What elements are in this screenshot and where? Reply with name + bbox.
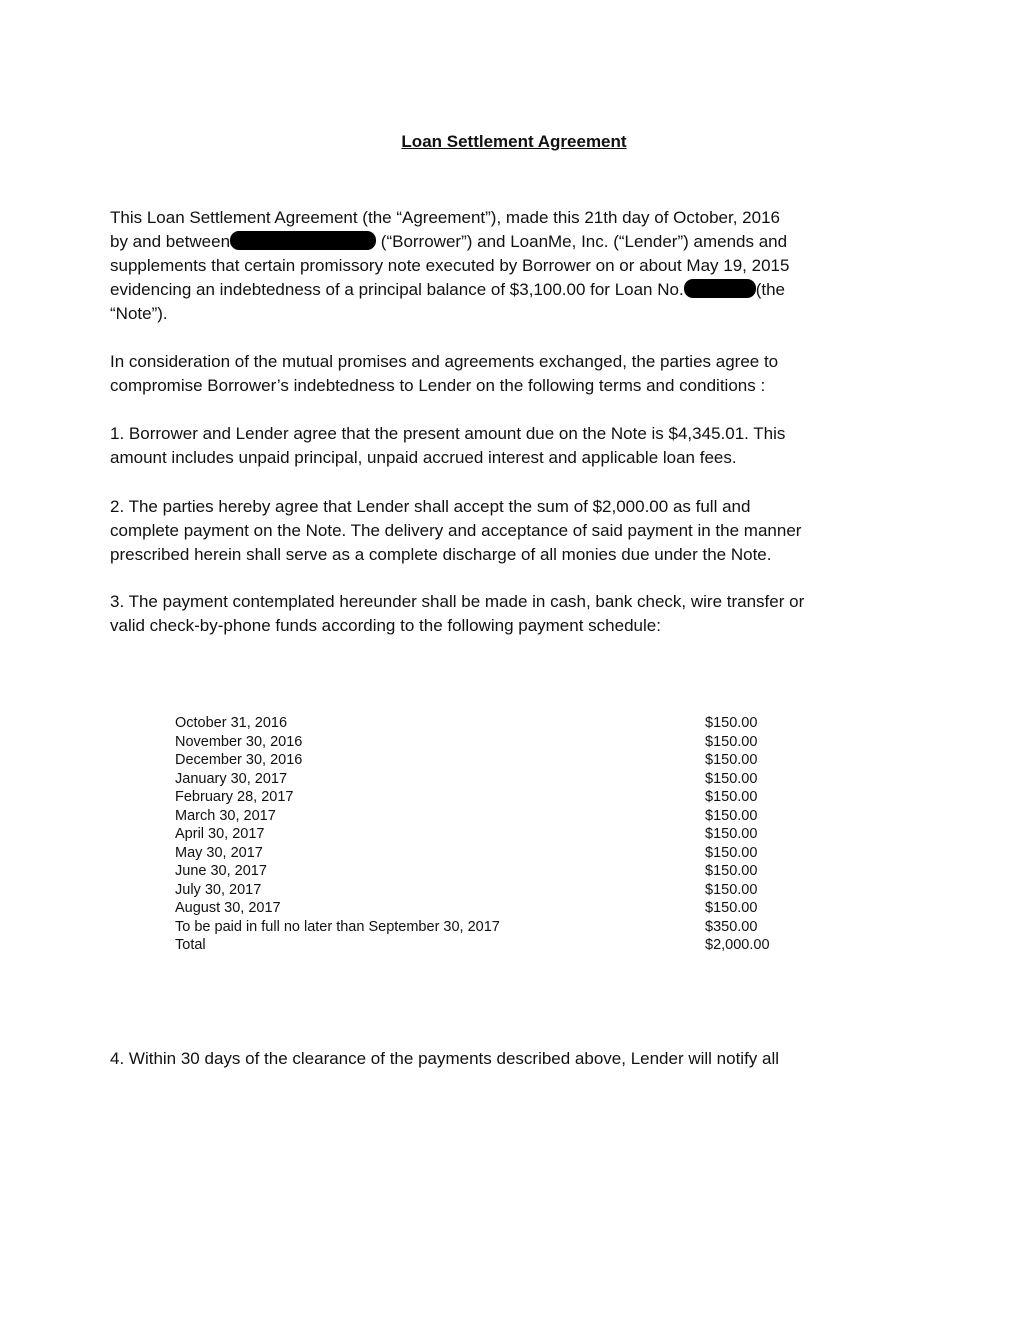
schedule-row (175, 807, 795, 826)
schedule-date: May 30, 2017 (175, 844, 263, 861)
term-2-paragraph (110, 495, 880, 567)
schedule-date: October 31, 2016 (175, 715, 288, 731)
schedule-amount: $150.00 (705, 881, 758, 898)
term-2-line-2: complete payment on the Note. The delivery and acceptance of said payment in the manner (110, 521, 802, 540)
document-title: Loan Settlement Agreement (401, 132, 627, 151)
term-3-paragraph (110, 590, 880, 638)
schedule-date: To be paid in full no later than September 30, 2017 (175, 918, 500, 935)
schedule-amount: $350.00 (705, 918, 758, 935)
intro-line-5: “Note”). (110, 304, 168, 323)
schedule-date: March 30, 2017 (175, 807, 276, 824)
schedule-amount: $150.00 (705, 826, 758, 842)
term-3-line-1: 3. The payment contemplated hereunder shall be made in cash, bank check, wire transfer or (110, 592, 805, 611)
schedule-date: November 30, 2016 (175, 733, 303, 750)
schedule-row (175, 714, 795, 733)
schedule-amount: $150.00 (705, 752, 758, 768)
schedule-row (175, 788, 795, 807)
schedule-total-row (175, 936, 795, 955)
schedule-total-label: Total (175, 937, 206, 953)
payment-schedule (175, 714, 795, 955)
term-4-line-1: 4. Within 30 days of the clearance of the payments described above, Lender will notify all (110, 1049, 780, 1068)
schedule-date: August 30, 2017 (175, 900, 281, 916)
intro-line-3: supplements that certain promissory note executed by Borrower on or about May 19, 2015 (110, 256, 790, 275)
schedule-amount: $150.00 (705, 844, 758, 861)
agreement-intro-paragraph (110, 206, 880, 326)
intro-line-2-start: by and between (110, 232, 231, 251)
intro-line-4 (110, 278, 880, 302)
intro-line-4-end: (the (755, 280, 785, 299)
schedule-amount: $150.00 (705, 770, 758, 787)
consideration-line-2: compromise Borrower’s indebtedness to Lender on the following terms and conditions : (110, 376, 766, 395)
borrower-name-redaction (230, 231, 376, 250)
term-4-paragraph (110, 1047, 880, 1071)
schedule-row (175, 881, 795, 900)
schedule-row (175, 862, 795, 881)
term-1-line-2: amount includes unpaid principal, unpaid accrued interest and applicable loan fees. (110, 448, 737, 467)
schedule-row (175, 844, 795, 863)
intro-line-1: This Loan Settlement Agreement (the “Agreement”), made this 21th day of October, 2016 (110, 208, 780, 227)
schedule-date: December 30, 2016 (175, 752, 303, 768)
term-2-line-1: 2. The parties hereby agree that Lender shall accept the sum of $2,000.00 as full and (110, 497, 751, 516)
schedule-row (175, 751, 795, 770)
schedule-amount: $150.00 (705, 733, 758, 750)
intro-line-2 (110, 230, 880, 254)
loan-number-redaction (684, 279, 756, 298)
schedule-date: April 30, 2017 (175, 826, 265, 842)
schedule-row (175, 825, 795, 844)
schedule-row (175, 899, 795, 918)
schedule-amount: $150.00 (705, 789, 758, 805)
schedule-row (175, 770, 795, 789)
intro-line-4-start: evidencing an indebtedness of a principal balance of $3,100.00 for Loan No. (110, 280, 684, 299)
term-2-line-3: prescribed herein shall serve as a complete discharge of all monies due under the Note. (110, 545, 772, 564)
intro-line-2-end: (“Borrower”) and LoanMe, Inc. (“Lender”) amends and (380, 232, 788, 251)
consideration-paragraph (110, 350, 880, 398)
schedule-row (175, 918, 795, 937)
schedule-amount: $150.00 (705, 863, 758, 879)
schedule-amount: $150.00 (705, 900, 758, 916)
schedule-date: July 30, 2017 (175, 881, 262, 898)
term-3-line-2: valid check-by-phone funds according to the following payment schedule: (110, 616, 661, 635)
schedule-date: January 30, 2017 (175, 770, 288, 787)
schedule-amount: $150.00 (705, 807, 758, 824)
term-1-line-1: 1. Borrower and Lender agree that the present amount due on the Note is $4,345.01. This (110, 424, 786, 443)
schedule-date: June 30, 2017 (175, 863, 267, 879)
schedule-row (175, 733, 795, 752)
schedule-total-amount: $2,000.00 (705, 937, 770, 953)
schedule-date: February 28, 2017 (175, 789, 294, 805)
schedule-amount: $150.00 (705, 715, 758, 731)
term-1-paragraph (110, 422, 880, 470)
consideration-line-1: In consideration of the mutual promises and agreements exchanged, the parties agree to (110, 352, 779, 371)
